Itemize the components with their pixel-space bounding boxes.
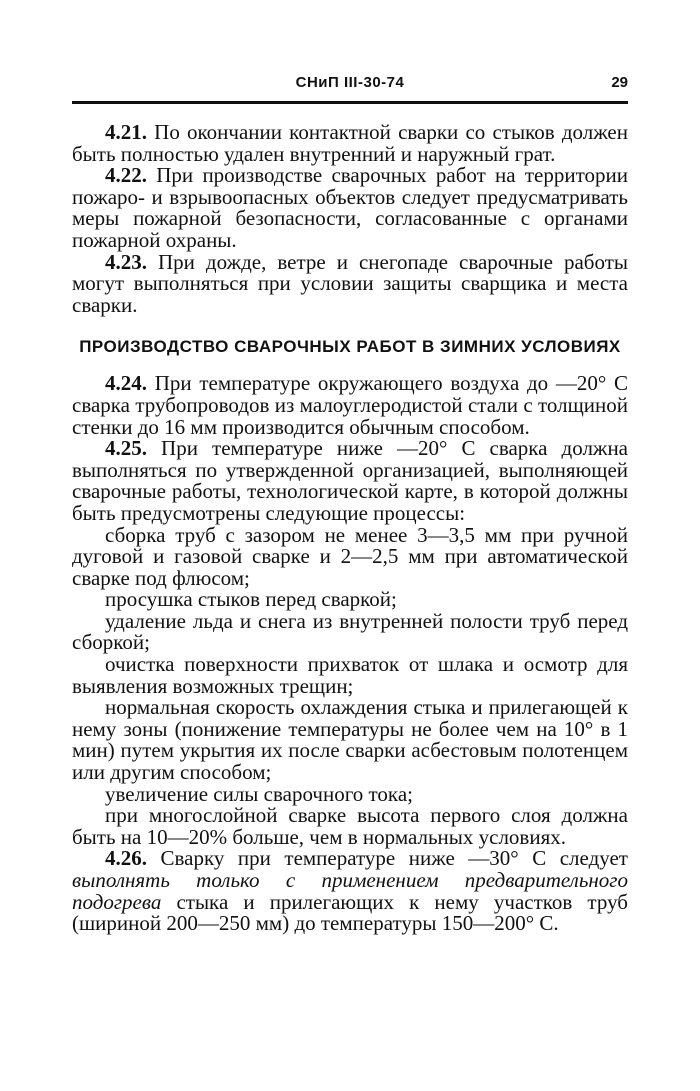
- clause-text: Сварку при температуре ниже —30° С следует: [147, 846, 628, 871]
- clause-4-26: [72, 848, 628, 934]
- clause-text: По окончании контактной сварки со стыков должен быть полностью удален внутренний и наружный грат.: [72, 120, 628, 166]
- clause-number: 4.21.: [105, 120, 147, 144]
- list-item: нормальная скорость охлаждения стыка и прилегающей к нему зоны (понижение температуры не более чем на 10° в 1 мин) путем укрытия их после сварки асбестовым полотенцем или другим способом;: [72, 695, 628, 785]
- clause-number: 4.23.: [105, 249, 147, 274]
- clause-text-italic: выполнять только с применением предварительного подогрева: [72, 868, 628, 914]
- page-number: 29: [611, 74, 628, 91]
- clause-4-23: [72, 249, 628, 317]
- running-title: СНиП III-30-74: [295, 74, 405, 91]
- list-item: удаление льда и снега из внутренней полости труб перед сборкой;: [72, 608, 628, 655]
- body-text: [72, 122, 628, 935]
- clause-text: При температуре ниже —20° С сварка должна выполняться по утвержденной организацией, выполняющей сварочные работы, технологической карте, в которой должны быть предусмотрены следующие процессы:: [72, 436, 628, 525]
- list-item: сборка труб с зазором не менее 3—3,5 мм при ручной дуговой и газовой сварке и 2—2,5 мм при автоматической сварке под флюсом;: [72, 522, 628, 590]
- clause-number: 4.25.: [105, 436, 147, 461]
- clause-4-21: [72, 122, 628, 165]
- clause-number: 4.26.: [105, 846, 147, 871]
- list-item: очистка поверхности прихваток от шлака и осмотр для выявления возможных трещин;: [72, 652, 628, 698]
- clause-4-24: [72, 373, 628, 438]
- section-heading: ПРОИЗВОДСТВО СВАРОЧНЫХ РАБОТ В ЗИМНИХ УСЛОВИЯХ: [79, 337, 621, 357]
- clause-number: 4.22.: [105, 163, 147, 188]
- list-item: при многослойной сварке высота первого слоя должна быть на 10—20% больше, чем в нормальных условиях.: [72, 803, 628, 849]
- running-head: [72, 74, 628, 102]
- clause-text: При температуре окружающего воздуха до —20° С сварка трубопроводов из малоуглеродистой стали с толщиной стенки до 16 мм производится обычным способом.: [72, 371, 628, 439]
- clause-4-22: [72, 165, 628, 251]
- header-rule: [72, 101, 628, 104]
- clause-text: При производстве сварочных работ на территории пожаро- и взрывоопасных объектов следует предусматривать меры пожарной безопасности, согласованные с органами пожарной охраны.: [72, 163, 628, 252]
- clause-text: При дожде, ветре и снегопаде сварочные работы могут выполняться при условии защиты сварщика и места сварки.: [72, 249, 628, 317]
- clause-text: стыка и прилегающих к нему участков труб (шириной 200—250 мм) до температуры 150—200° С.: [72, 889, 628, 936]
- list-item: увеличение силы сварочного тока;: [105, 781, 413, 806]
- clause-number: 4.24.: [105, 371, 147, 396]
- list-item: просушка стыков перед сваркой;: [105, 587, 397, 612]
- clause-4-25: [72, 438, 628, 524]
